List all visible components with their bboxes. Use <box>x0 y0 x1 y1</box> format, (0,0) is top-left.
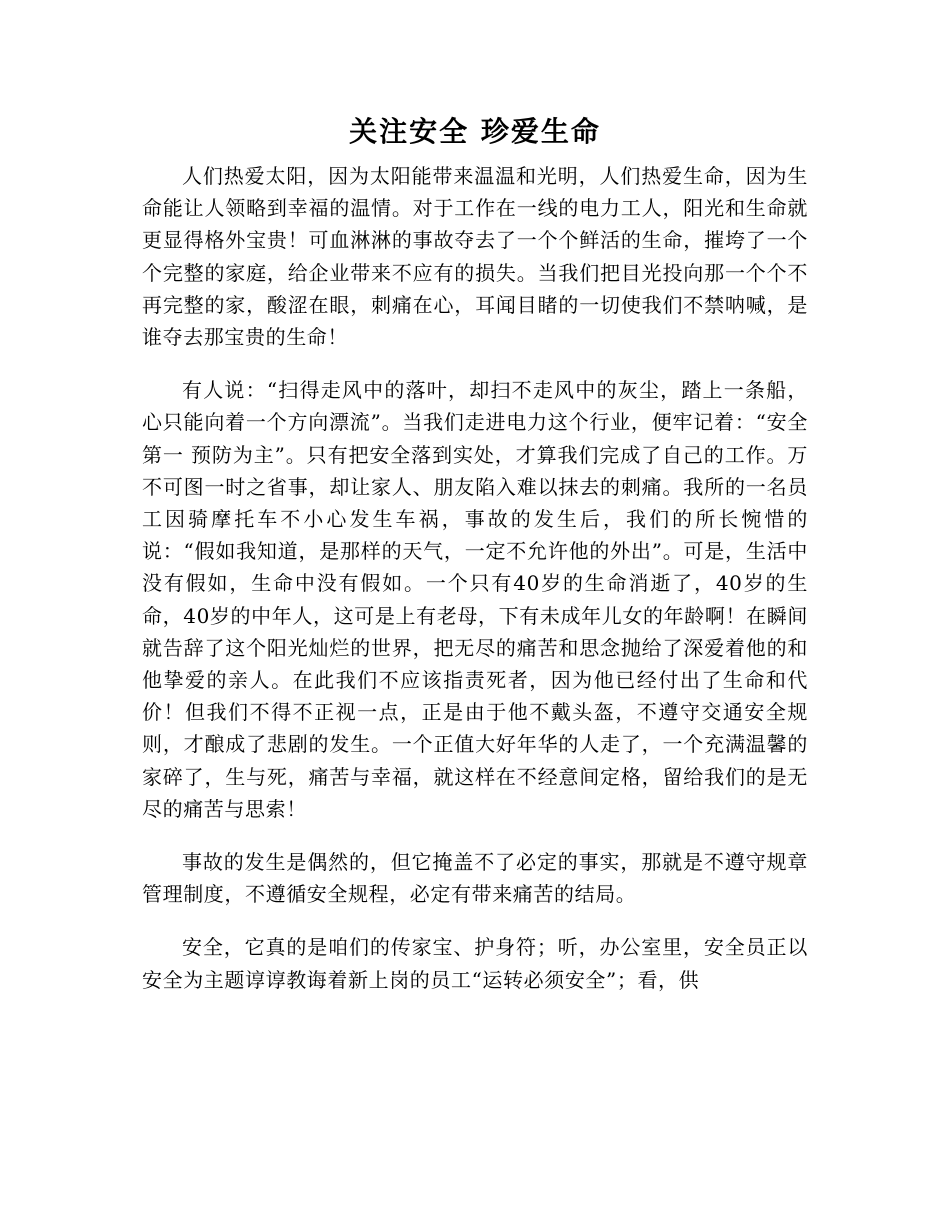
paragraph-4: 安全，它真的是咱们的传家宝、护身符；听，办公室里，安全员正以安全为主题谆谆教诲着新上岗的员工“运转必须安全”；看，供 <box>142 935 808 992</box>
document-body <box>142 160 808 996</box>
document-title: 关注安全 珍爱生命 <box>349 115 601 148</box>
paragraph-3: 事故的发生是偶然的，但它掩盖不了必定的事实，那就是不遵守规章管理制度，不遵循安全规程，必定有带来痛苦的结局。 <box>142 850 808 907</box>
paragraph-2: 有人说：“扫得走风中的落叶，却扫不走风中的灰尘，踏上一条船，心只能向着一个方向漂流”。当我们走进电力这个行业，便牢记着：“安全第一 预防为主”。只有把安全落到实处，才算我们完成了自己的工作。万不可图一时之省事，却让家人、朋友陷入难以抹去的刺痛。我所的一名员工因骑摩托车不小心发生车祸，事故的发生后，我们的所长惋惜的说：“假如我知道，是那样的天气，一定不允许他的外出”。可是，生活中没有假如，生命中没有假如。一个只有40岁的生命消逝了，40岁的生命，40岁的中年人，这可是上有老母，下有未成年儿女的年龄啊！在瞬间就告辞了这个阳光灿烂的世界，把无尽的痛苦和思念抛给了深爱着他的和他挚爱的亲人。在此我们不应该指责死者，因为他已经付出了生命和代价！但我们不得不正视一点，正是由于他不戴头盔，不遵守交通安全规则，才酿成了悲剧的发生。一个正值大好年华的人走了，一个充满温馨的家碎了，生与死，痛苦与幸福，就这样在不经意间定格，留给我们的是无尽的痛苦与思索！ <box>142 378 808 821</box>
paragraph-1: 人们热爱太阳，因为太阳能带来温温和光明，人们热爱生命，因为生命能让人领略到幸福的温情。对于工作在一线的电力工人，阳光和生命就更显得格外宝贵！可血淋淋的事故夺去了一个个鲜活的生命，摧垮了一个个完整的家庭，给企业带来不应有的损失。当我们把目光投向那一个个不再完整的家，酸涩在眼，刺痛在心，耳闻目睹的一切使我们不禁呐喊，是谁夺去那宝贵的生命！ <box>142 164 808 350</box>
